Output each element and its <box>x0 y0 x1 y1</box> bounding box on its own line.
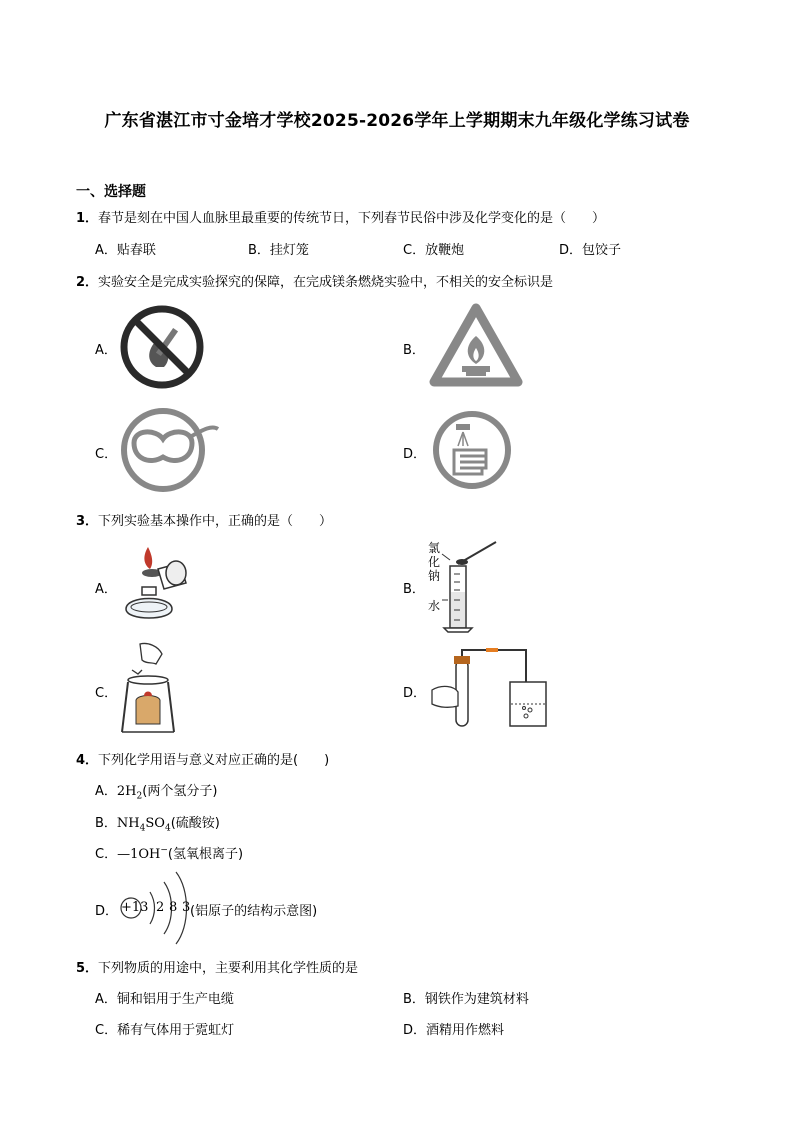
q1-option-a: A．贴春联 <box>95 243 156 258</box>
question-text: 下列实验基本操作中，正确的是（ ） <box>98 514 333 529</box>
page-title: 广东省湛江市寸金培才学校2025-2026学年上学期期末九年级化学练习试卷 <box>104 111 690 131</box>
q5-option-b: B．钢铁作为建筑材料 <box>403 992 529 1007</box>
meaning: (氢氧根离子) <box>167 847 244 862</box>
option-label: C． <box>95 847 118 862</box>
question-3 <box>76 510 332 529</box>
q4-option-b <box>95 812 220 834</box>
question-1 <box>76 207 605 226</box>
q1-option-d: D．包饺子 <box>559 243 622 258</box>
alcohol-lamp-lighting-figure <box>118 543 198 625</box>
question-number: 2． <box>76 275 99 290</box>
question-5 <box>76 957 358 976</box>
question-4 <box>76 749 329 768</box>
question-2 <box>76 271 553 290</box>
option-label: B． <box>95 816 117 831</box>
fig-char: 钠 <box>428 569 441 583</box>
question-number: 4． <box>76 753 99 768</box>
wash-hands-sign-icon <box>430 410 514 490</box>
eye-protection-sign-icon <box>120 407 224 493</box>
q3-label-b: B． <box>403 582 425 597</box>
water-label: 水 <box>428 599 441 613</box>
fig-char: 氯 <box>428 541 441 555</box>
shell-2-electrons: 8 <box>169 900 178 915</box>
fig-char: 化 <box>428 555 441 569</box>
q3-label-c: C． <box>95 686 118 701</box>
nucleus-charge: +13 <box>121 900 149 915</box>
meaning: (两个氢分子) <box>142 784 218 799</box>
shell-1-electrons: 2 <box>156 900 165 915</box>
q4-option-d-label: D． <box>95 904 119 919</box>
q4-option-a <box>95 780 217 802</box>
q2-label-a: A． <box>95 343 117 358</box>
question-text: 春节是刻在中国人血脉里最重要的传统节日，下列春节民俗中涉及化学变化的是（ ） <box>98 211 606 226</box>
question-number: 1． <box>76 211 99 226</box>
q3-label-a: A． <box>95 582 117 597</box>
measuring-cylinder-figure <box>440 540 500 634</box>
q5-option-c: C．稀有气体用于霓虹灯 <box>95 1023 235 1038</box>
section-heading: 一、选择题 <box>76 184 146 200</box>
meaning: (硫酸铵) <box>170 816 220 831</box>
formula: NH <box>116 816 140 831</box>
sodium-chloride-label <box>428 541 440 583</box>
question-text: 实验安全是完成实验探究的保障，在完成镁条燃烧实验中，不相关的安全标识是 <box>98 275 554 290</box>
q4-option-d-meaning: (铝原子的结构示意图) <box>190 904 318 919</box>
formula-superscript: − <box>160 845 168 856</box>
question-number: 3． <box>76 514 99 529</box>
q1-option-b: B．挂灯笼 <box>248 243 309 258</box>
q1-option-c: C．放鞭炮 <box>403 243 465 258</box>
q3-label-d: D． <box>403 686 427 701</box>
formula-subscript: 4 <box>139 823 146 834</box>
evaporation-setup-figure <box>118 640 178 736</box>
no-open-flame-sign-icon <box>120 305 204 389</box>
q5-option-a: A．铜和铝用于生产电缆 <box>95 992 234 1007</box>
question-text: 下列化学用语与意义对应正确的是( ) <box>98 753 330 768</box>
option-label: A． <box>95 784 117 799</box>
q2-label-d: D． <box>403 447 427 462</box>
formula-subscript: 4 <box>164 823 171 834</box>
q2-label-b: B． <box>403 343 425 358</box>
formula: SO <box>145 816 165 831</box>
formula-subscript: 2 <box>136 791 143 802</box>
question-text: 下列物质的用途中，主要利用其化学性质的是 <box>98 961 359 976</box>
airtightness-check-figure <box>430 646 554 730</box>
question-number: 5． <box>76 961 99 976</box>
q4-option-c <box>95 843 243 862</box>
q5-option-d: D．酒精用作燃料 <box>403 1023 505 1038</box>
formula: —1OH <box>117 847 161 862</box>
shell-3-electrons: 3 <box>182 900 191 915</box>
q2-label-c: C． <box>95 447 118 462</box>
formula: 2H <box>116 784 137 799</box>
flammable-warning-sign-icon <box>428 302 524 388</box>
